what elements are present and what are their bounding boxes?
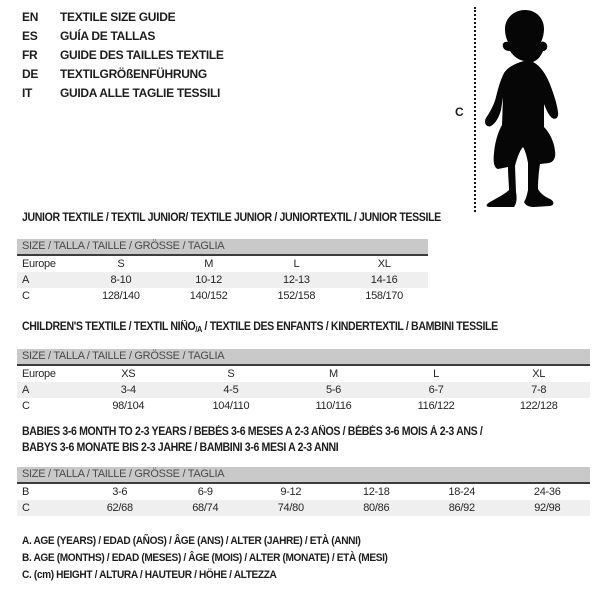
children-region-label: Europe	[22, 368, 56, 380]
children-age-l: 6-7	[385, 382, 488, 398]
junior-size-table	[17, 239, 428, 304]
babies-height-6: 92/98	[505, 500, 591, 516]
toddler-silhouette-path	[485, 10, 558, 207]
junior-height-label: C	[22, 290, 30, 302]
guide-title-en: TEXTILE SIZE GUIDE	[60, 10, 176, 24]
babies-months-2: 6-9	[197, 486, 213, 498]
children-height-s: 104/110	[212, 400, 250, 412]
junior-size-m: M	[204, 258, 214, 270]
babies-height-1: 62/68	[77, 500, 163, 516]
babies-height-row	[17, 500, 590, 516]
language-row-de	[22, 65, 224, 84]
language-title-list	[22, 8, 224, 103]
language-code-es: ES	[22, 29, 38, 43]
guide-title-fr: GUIDE DES TAILLES TEXTILE	[60, 48, 224, 62]
section-title-babies-line1: BABIES 3-6 MONTH TO 2-3 YEARS / BEBÉS 3-6 MESES A 2-3 AÑOS / BÉBÉS 3-6 MOIS À 2-3 ANS /	[22, 426, 483, 438]
language-row-es	[22, 27, 224, 46]
language-row-en	[22, 8, 224, 27]
junior-region-label: Europe	[22, 258, 56, 270]
note-height-cm: C. (cm) HEIGHT / ALTURA / HAUTEUR / HÖHE / ALTEZZA	[22, 569, 277, 581]
children-table	[17, 366, 590, 414]
babies-table	[17, 484, 590, 516]
legend-notes	[22, 533, 419, 584]
children-age-xs: 3-4	[77, 382, 180, 398]
junior-height-m: 140/152	[189, 290, 228, 302]
children-title-subscript: /A	[195, 325, 202, 334]
babies-months-label: B	[22, 486, 30, 498]
junior-age-xl: 14-16	[340, 272, 428, 288]
babies-height-4: 80/86	[334, 500, 420, 516]
junior-height-xl: 158/170	[365, 290, 403, 302]
babies-height-5: 86/92	[419, 500, 505, 516]
language-code-fr: FR	[22, 48, 38, 62]
children-height-m: 110/116	[315, 400, 352, 412]
junior-size-bar: SIZE / TALLA / TAILLE / GRÖSSE / TAGLIA	[17, 239, 428, 256]
children-age-label: A	[17, 382, 77, 398]
language-code-it: IT	[22, 86, 33, 100]
junior-height-l: 152/158	[277, 290, 316, 302]
junior-height-s: 128/140	[102, 290, 140, 302]
toddler-silhouette-image	[481, 9, 569, 207]
language-row-it	[22, 84, 224, 103]
junior-size-s: S	[117, 258, 125, 270]
children-height-xl: 122/128	[519, 400, 558, 412]
note-age-months: B. AGE (MONTHS) / EDAD (MESES) / ÂGE (MOIS) / ALTER (MONATE) / ETÀ (MESI)	[22, 552, 388, 564]
children-age-m: 5-6	[282, 382, 385, 398]
section-title-children	[22, 321, 498, 334]
children-size-table	[17, 349, 590, 414]
junior-age-row	[17, 272, 428, 288]
junior-age-s: 8-10	[77, 272, 165, 288]
children-height-label: C	[22, 400, 30, 412]
junior-age-l: 12-13	[253, 272, 341, 288]
babies-height-2: 68/74	[163, 500, 249, 516]
junior-header-row	[17, 256, 428, 272]
children-size-bar: SIZE / TALLA / TAILLE / GRÖSSE / TAGLIA	[17, 349, 590, 366]
children-size-l: L	[433, 368, 439, 380]
babies-months-3: 9-12	[280, 486, 302, 498]
language-code-en: EN	[22, 10, 39, 24]
children-age-xl: 7-8	[487, 382, 590, 398]
height-measure-label: C	[455, 105, 464, 119]
babies-months-5: 18-24	[448, 486, 476, 498]
note-age-years: A. AGE (YEARS) / EDAD (AÑOS) / ÂGE (ANS) / ALTER (JAHRE) / ETÀ (ANNI)	[22, 535, 361, 547]
language-code-de: DE	[22, 67, 39, 81]
children-header-row	[17, 366, 590, 382]
children-height-xs: 98/104	[112, 400, 145, 412]
language-row-fr	[22, 46, 224, 65]
section-title-babies-line2: BABYS 3-6 MONATE BIS 2-3 JAHRE / BAMBINI 3-6 MESI A 2-3 ANNI	[22, 442, 339, 454]
height-measure-dotted-line	[474, 7, 476, 212]
guide-title-de: TEXTILGRÖßENFÜHRUNG	[60, 67, 207, 81]
children-height-l: 116/122	[417, 400, 455, 412]
junior-size-l: L	[293, 258, 300, 270]
junior-height-row	[17, 288, 428, 304]
children-title-part2: / TEXTILE DES ENFANTS / KINDERTEXTIL / BAMBINI TESSILE	[201, 321, 498, 333]
babies-size-table	[17, 467, 590, 516]
babies-months-4: 12-18	[362, 486, 390, 498]
section-title-junior: JUNIOR TEXTILE / TEXTIL JUNIOR/ TEXTILE JUNIOR / JUNIORTEXTIL / JUNIOR TESSILE	[22, 212, 441, 224]
children-size-xl: XL	[532, 368, 546, 380]
babies-height-label: C	[17, 500, 77, 516]
junior-table	[17, 256, 428, 304]
guide-title-it: GUIDA ALLE TAGLIE TESSILI	[60, 86, 221, 100]
children-title-part1: CHILDREN'S TEXTILE / TEXTIL NIÑO	[22, 321, 196, 333]
babies-months-1: 3-6	[112, 486, 128, 498]
babies-size-bar: SIZE / TALLA / TAILLE / GRÖSSE / TAGLIA	[17, 467, 590, 484]
guide-title-es: GUÍA DE TALLAS	[60, 29, 156, 43]
junior-age-label: A	[17, 272, 77, 288]
children-size-s: S	[227, 368, 235, 380]
babies-months-6: 24-36	[533, 486, 561, 498]
junior-size-xl: XL	[377, 258, 391, 270]
children-size-m: M	[329, 368, 338, 380]
children-size-xs: XS	[121, 368, 136, 380]
babies-height-3: 74/80	[248, 500, 334, 516]
children-height-row	[17, 398, 590, 414]
babies-months-row	[17, 484, 590, 500]
junior-age-m: 10-12	[165, 272, 253, 288]
children-age-row	[17, 382, 590, 398]
children-age-s: 4-5	[180, 382, 283, 398]
